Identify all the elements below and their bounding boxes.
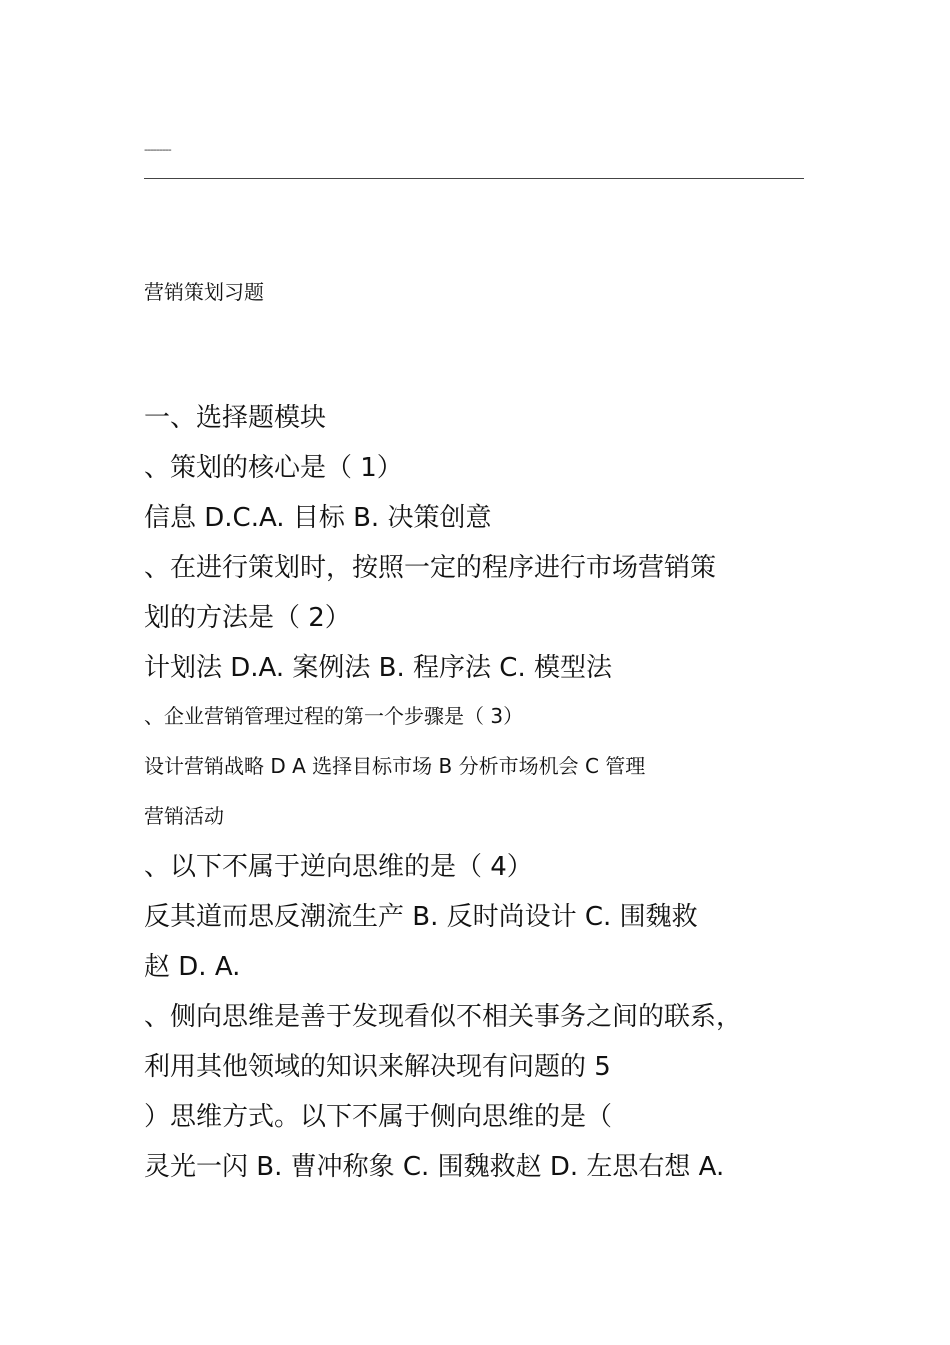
question-2: 、在进行策划时，按照一定的程序进行市场营销策 [144,553,717,583]
question-1: 、策划的核心是（ 1） [144,453,403,483]
question-1-options: 信息 D.C.A. 目标 B. 决策创意 [144,503,492,533]
header-rule [144,178,804,179]
section-heading: 一、选择题模块 [144,403,327,433]
question-2-options: 计划法 D.A. 案例法 B. 程序法 C. 模型法 [144,653,612,683]
document-title: 营销策划习题 [144,280,264,304]
question-5-cont-2: ）思维方式。以下不属于侧向思维的是（ [144,1102,613,1132]
question-5: 、侧向思维是善于发现看似不相关事务之间的联系， [144,1002,743,1032]
question-5-cont: 利用其他领域的知识来解决现有问题的 5 [144,1052,611,1082]
question-5-options: 灵光一闪 B. 曹冲称象 C. 围魏救赵 D. 左思右想 A. [144,1152,725,1182]
question-3-options: 设计营销战略 D A 选择目标市场 B 分析市场机会 C 管理 [144,754,646,778]
question-4-options: 反其道而思反潮流生产 B. 反时尚设计 C. 围魏救 [144,902,698,932]
question-4: 、以下不属于逆向思维的是（ 4） [144,852,533,882]
header-mark: --------- [144,143,171,156]
question-4-options-cont: 赵 D. A. [144,952,241,982]
question-3: 、企业营销管理过程的第一个步骤是（ 3） [144,704,524,728]
question-3-options-cont: 营销活动 [144,804,224,828]
question-2-cont: 划的方法是（ 2） [144,603,351,633]
